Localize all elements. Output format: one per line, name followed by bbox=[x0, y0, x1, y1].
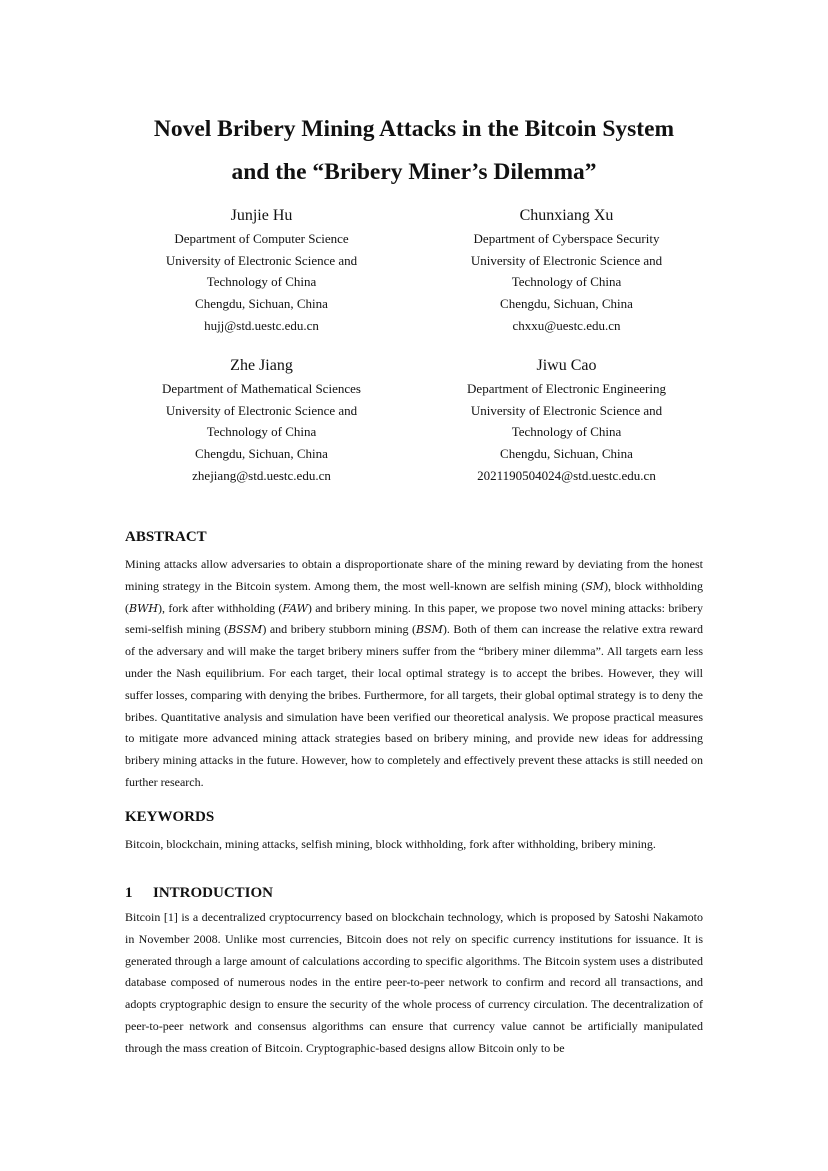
abstract-text bbox=[125, 554, 703, 794]
abstract-heading: ABSTRACT bbox=[125, 529, 207, 545]
author-block-xu bbox=[422, 205, 711, 337]
abstract-segment: ), block withholding ( bbox=[125, 578, 703, 615]
author-name: Junjie Hu bbox=[230, 207, 293, 224]
abstract-segment: ). Both of them can increase the relative extra reward of the adversary and will make the target bribery miners suffer from the “bribery miner dilemma”. All targets earn less under the Nash equilibrium. For each target, their local optimal strategy is to accept the bribes. However, they will suffer losses, comparing with denying the bribes. Furthermore, for all targets, their global optimal strategy is to deny the bribes. Quantitative analysis and simulation have been verified our theoretical analysis. We propose practical measures to mitigate more advanced mining attack strategies based on bribery mining, and provide new ideas for addressing bribery mining attacks in the future. However, how to completely and effectively prevent these attacks is still needed on further research. bbox=[125, 622, 703, 789]
author-university: University of Electronic Science and bbox=[470, 402, 663, 418]
author-block-hu bbox=[117, 205, 406, 337]
abstract-segment: ), fork after withholding ( bbox=[157, 600, 283, 615]
section-title: INTRODUCTION bbox=[153, 885, 274, 901]
abstract-segment: Mining attacks allow adversaries to obtain a disproportionate share of the mining reward by deviating from the honest mining strategy in the Bitcoin system. Among them, the most well-known are selfish mining ( bbox=[125, 557, 703, 593]
author-city: Chengdu, Sichuan, China bbox=[500, 446, 633, 462]
math-bwh: BWH bbox=[129, 601, 158, 615]
author-email: hujj@std.uestc.edu.cn bbox=[204, 317, 319, 333]
author-university-cont: Technology of China bbox=[206, 274, 317, 290]
abstract-segment: ) and bribery mining. In this paper, we propose two novel mining attacks: bribery semi-selfish mining ( bbox=[125, 600, 703, 637]
paper-title bbox=[125, 108, 703, 194]
introduction-text: Bitcoin [1] is a decentralized cryptocurrency based on blockchain technology, which is proposed by Satoshi Nakamoto in November 2008. Unlike most currencies, Bitcoin does not rely on specific currency institutions for issuance. It is generated through a large amount of calculations according to specific algorithms. The Bitcoin system uses a distributed database composed of numerous nodes in the entire peer-to-peer network to confirm and record all transactions, and adopts cryptographic design to ensure the security of the whole process of currency circulation. The decentralization of peer-to-peer network and consensus algorithms can ensure that currency value cannot be artificially manipulated through the mass creation of Bitcoin. Cryptographic-based designs allow Bitcoin only to be bbox=[125, 910, 703, 1055]
author-block-cao bbox=[422, 355, 711, 487]
author-department: Department of Electronic Engineering bbox=[467, 381, 666, 396]
author-name: Jiwu Cao bbox=[536, 357, 597, 374]
math-faw: FAW bbox=[282, 601, 308, 615]
author-department: Department of Computer Science bbox=[174, 231, 349, 246]
math-bssm: BSSM bbox=[228, 623, 263, 637]
author-city: Chengdu, Sichuan, China bbox=[195, 296, 328, 312]
author-university-cont: Technology of China bbox=[206, 424, 317, 440]
author-city: Chengdu, Sichuan, China bbox=[500, 296, 633, 312]
author-email: chxxu@uestc.edu.cn bbox=[512, 317, 621, 333]
title-line-1: Novel Bribery Mining Attacks in the Bitcoin System bbox=[153, 116, 675, 142]
author-university: University of Electronic Science and bbox=[470, 252, 663, 268]
author-university-cont: Technology of China bbox=[511, 274, 622, 290]
author-department: Department of Cyberspace Security bbox=[473, 231, 660, 246]
author-block-jiang bbox=[117, 355, 406, 487]
math-bsm: BSM bbox=[416, 623, 443, 637]
author-name: Chunxiang Xu bbox=[519, 207, 614, 224]
section-number: 1 bbox=[125, 885, 133, 901]
keywords-text: Bitcoin, blockchain, mining attacks, selfish mining, block withholding, fork after withholding, bribery mining. bbox=[125, 837, 656, 851]
author-university: University of Electronic Science and bbox=[165, 252, 358, 268]
keywords-heading: KEYWORDS bbox=[125, 809, 215, 825]
math-sm: SM bbox=[585, 579, 605, 593]
author-department: Department of Mathematical Sciences bbox=[162, 381, 361, 396]
author-city: Chengdu, Sichuan, China bbox=[195, 446, 328, 462]
abstract-segment: ) and bribery stubborn mining ( bbox=[262, 622, 416, 637]
author-email: zhejiang@std.uestc.edu.cn bbox=[192, 467, 331, 483]
author-university-cont: Technology of China bbox=[511, 424, 622, 440]
author-name: Zhe Jiang bbox=[230, 357, 293, 374]
introduction-heading bbox=[125, 883, 273, 903]
author-email: 2021190504024@std.uestc.edu.cn bbox=[477, 467, 656, 483]
title-line-2: and the “Bribery Miner’s Dilemma” bbox=[231, 159, 597, 185]
author-university: University of Electronic Science and bbox=[165, 402, 358, 418]
